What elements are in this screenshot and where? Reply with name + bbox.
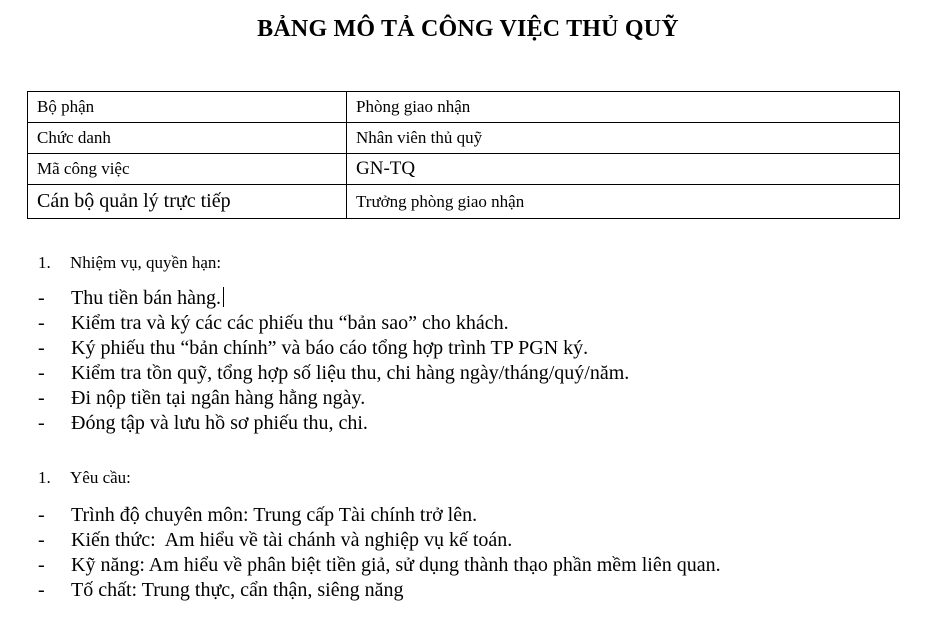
section-requirements-heading[interactable] <box>38 468 131 488</box>
list-item-text: Tố chất: Trung thực, cẩn thận, siêng năng <box>71 579 404 601</box>
list-item-text: Trình độ chuyên môn: Trung cấp Tài chính trở lên. <box>71 504 478 526</box>
bullet-dash: - <box>38 362 45 384</box>
list-item[interactable] <box>38 361 629 386</box>
row-value-job-code[interactable]: GN-TQ <box>347 154 900 185</box>
row-value-manager[interactable]: Trưởng phòng giao nhận <box>347 185 900 219</box>
list-item[interactable] <box>38 553 721 578</box>
document-title: BẢNG MÔ TẢ CÔNG VIỆC THỦ QUỸ <box>257 16 679 42</box>
list-item-text: Kiến thức: Am hiểu về tài chánh và nghiệp vụ kế toán. <box>71 529 513 551</box>
list-item-text: Đi nộp tiền tại ngân hàng hằng ngày. <box>71 387 366 409</box>
list-item-text: Kiểm tra tồn quỹ, tổng hợp số liệu thu, chi hàng ngày/tháng/quý/năm. <box>71 362 630 384</box>
section-title: Yêu cầu: <box>70 468 131 487</box>
job-info-table <box>27 91 900 219</box>
list-item[interactable] <box>38 528 721 553</box>
bullet-dash: - <box>38 287 45 309</box>
bullet-dash: - <box>38 529 45 551</box>
list-item[interactable] <box>38 411 629 436</box>
row-value-department[interactable]: Phòng giao nhận <box>347 92 900 123</box>
bullet-dash: - <box>38 554 45 576</box>
list-item-text: Thu tiền bán hàng. <box>71 287 221 309</box>
row-value-job-title[interactable]: Nhân viên thủ quỹ <box>347 123 900 154</box>
section-number: 1. <box>38 253 51 272</box>
bullet-dash: - <box>38 579 45 601</box>
requirements-list <box>38 503 721 603</box>
section-duties-heading[interactable] <box>38 253 221 273</box>
list-item-text: Kiểm tra và ký các các phiếu thu “bản sao” cho khách. <box>71 312 509 334</box>
list-item[interactable] <box>38 578 721 603</box>
row-label-manager[interactable]: Cán bộ quản lý trực tiếp <box>28 185 347 219</box>
list-item-text: Đóng tập và lưu hồ sơ phiếu thu, chi. <box>71 412 368 434</box>
row-label-job-title[interactable]: Chức danh <box>28 123 347 154</box>
bullet-dash: - <box>38 412 45 434</box>
section-title: Nhiệm vụ, quyền hạn: <box>70 253 222 272</box>
text-cursor <box>223 287 224 307</box>
bullet-dash: - <box>38 337 45 359</box>
list-item[interactable] <box>38 503 721 528</box>
list-item[interactable] <box>38 311 629 336</box>
table-row <box>28 154 900 185</box>
list-item[interactable] <box>38 286 629 311</box>
list-item[interactable] <box>38 386 629 411</box>
bullet-dash: - <box>38 387 45 409</box>
section-number: 1. <box>38 468 51 487</box>
list-item-text: Ký phiếu thu “bản chính” và báo cáo tổng hợp trình TP PGN ký. <box>71 337 589 359</box>
table-row <box>28 92 900 123</box>
table-row <box>28 185 900 219</box>
duties-list <box>38 286 629 436</box>
bullet-dash: - <box>38 504 45 526</box>
list-item[interactable] <box>38 336 629 361</box>
bullet-dash: - <box>38 312 45 334</box>
table-row <box>28 123 900 154</box>
list-item-text: Kỹ năng: Am hiểu về phân biệt tiền giả, sử dụng thành thạo phần mềm liên quan. <box>71 554 721 576</box>
row-label-department[interactable]: Bộ phận <box>28 92 347 123</box>
row-label-job-code[interactable]: Mã công việc <box>28 154 347 185</box>
